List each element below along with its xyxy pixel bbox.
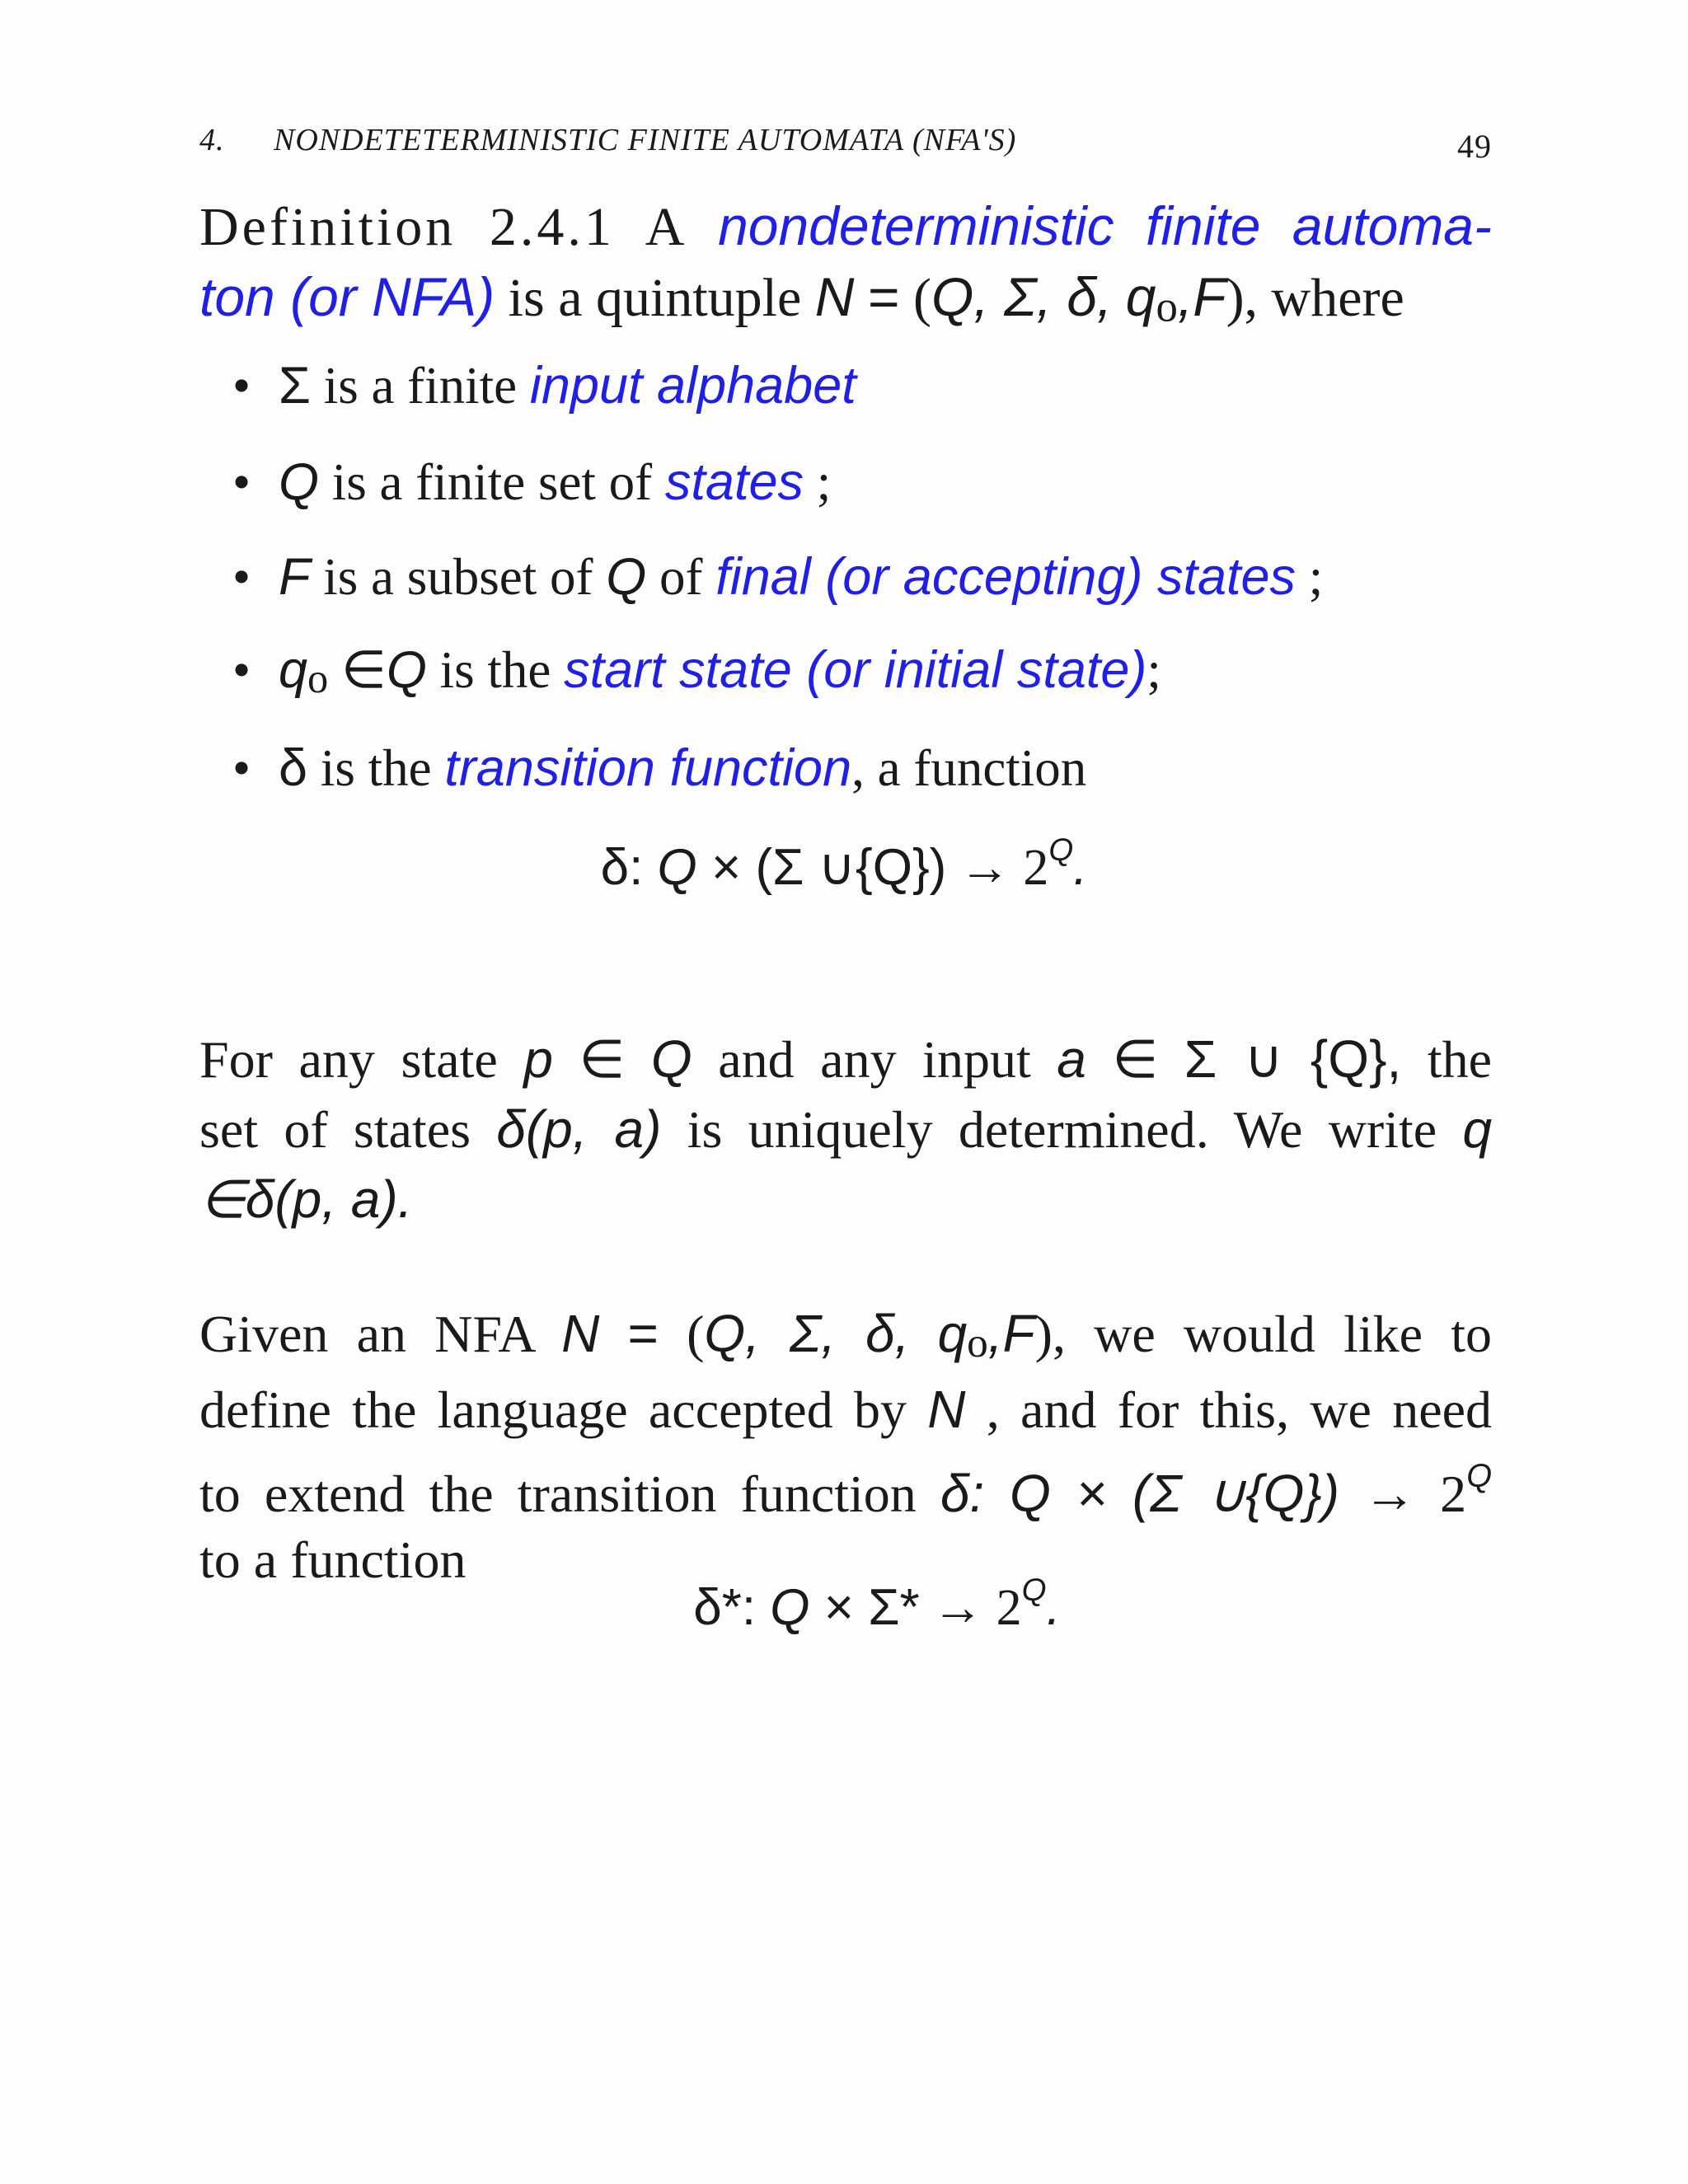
bullet-dot: • — [232, 739, 251, 797]
section-number: 4. — [199, 123, 225, 157]
formula-Q: Q — [643, 838, 697, 896]
symbol-F: ,F — [987, 1304, 1035, 1363]
text-and-any-input: and any input — [718, 1030, 1031, 1089]
symbol-sigma: Σ — [279, 357, 311, 415]
tuple-vars: Q, Σ, δ, — [704, 1304, 910, 1363]
formula-sigma-star: Σ* — [868, 1578, 920, 1636]
formula-extended-transition — [0, 1572, 1688, 1638]
symbol-membership: ∈δ(p, a). — [199, 1169, 413, 1229]
formula-delta: δ: — [600, 838, 644, 896]
bullet-dot: • — [232, 357, 251, 415]
paragraph-extension — [199, 1301, 1492, 1593]
symbol-Q: Q — [606, 548, 647, 606]
term-input-alphabet: input alphabet — [529, 357, 856, 415]
paragraph-line — [199, 1165, 1492, 1235]
text-to-a-function: to a function — [199, 1530, 467, 1589]
section-title: NONDETETERMINISTIC FINITE AUTOMATA (NFA'S) — [274, 123, 1017, 157]
bullet-after: ; — [1296, 548, 1324, 606]
symbol-Q: Q — [386, 641, 427, 699]
term-states: states — [664, 453, 804, 511]
bullet-text: is the — [307, 739, 445, 797]
member-symbol: ∈ — [579, 1029, 626, 1089]
formula-arrow: → 2 — [946, 839, 1049, 896]
symbol-F: F — [279, 548, 311, 606]
running-head — [199, 122, 1492, 165]
formula-arrow: → 2 — [919, 1579, 1022, 1636]
formula-times: × — [696, 838, 756, 896]
text-for-any-state: For any state — [199, 1030, 498, 1089]
equals-sign: = — [867, 266, 900, 327]
paragraph-line — [199, 1443, 1492, 1527]
bullet-text: is a finite — [310, 357, 530, 415]
definition-line-1 — [199, 191, 1492, 262]
symbol-N: N — [814, 266, 855, 327]
tuple-open: ( — [913, 268, 931, 328]
symbol-a: a — [1057, 1029, 1086, 1089]
definition-heading: Definition 2.4.1 A — [199, 197, 688, 257]
text-given-nfa: Given an NFA — [199, 1305, 533, 1363]
symbol-set: Σ ∪ {Q}, — [1184, 1029, 1402, 1089]
symbol-Q: Q — [650, 1029, 692, 1089]
paragraph-determined — [199, 1024, 1492, 1235]
text-quintuple: is a quintuple — [508, 268, 802, 328]
equals-sign: = — [627, 1304, 659, 1363]
bullet-text: is the — [426, 641, 565, 699]
subscript-zero: o — [967, 1319, 988, 1367]
bullet-item-final-states — [199, 547, 1323, 607]
formula-period: . — [1046, 1578, 1061, 1636]
bullet-dot: • — [232, 548, 251, 606]
page-number: 49 — [1457, 128, 1492, 165]
bullet-item-alphabet — [199, 356, 856, 416]
term-nfa-part2: ton (or NFA) — [199, 266, 495, 327]
symbol-delta-p-a: δ(p, a) — [496, 1099, 662, 1159]
bullet-dot: • — [232, 453, 251, 511]
text-for-this: , and for this, we need — [986, 1380, 1493, 1440]
paragraph-line — [199, 1094, 1492, 1165]
formula-Q: Q — [756, 1578, 810, 1636]
bullet-after: ; — [804, 453, 832, 511]
term-final-states: final (or accepting) states — [715, 548, 1296, 606]
symbol-q: q — [279, 641, 308, 699]
superscript-Q: Q — [1466, 1458, 1493, 1495]
text-the: the — [1427, 1030, 1492, 1089]
formula-times: × — [809, 1578, 869, 1636]
bullet-item-transition — [199, 738, 1086, 799]
term-nfa-part1: nondeterministic finite automa- — [718, 195, 1492, 256]
text-extend-transition: to extend the transition function — [199, 1464, 917, 1523]
tuple-vars: Q, Σ, δ, — [931, 266, 1113, 327]
bullet-dot: • — [232, 641, 251, 699]
term-transition-function: transition function — [444, 739, 852, 797]
text-define-language: define the language accepted by — [199, 1380, 907, 1440]
definition-line-2 — [199, 262, 1492, 341]
term-start-state: start state (or initial state) — [564, 641, 1147, 699]
paragraph-line — [199, 1301, 1492, 1376]
member-symbol: ∈ — [328, 641, 387, 699]
bullet-item-states — [199, 452, 831, 513]
formula-delta-star: δ*: — [693, 1578, 757, 1636]
formula-domain: (Σ ∪{Q}) — [755, 838, 947, 896]
bullet-text: is a finite set of — [319, 453, 665, 511]
symbol-q: q — [1462, 1099, 1493, 1159]
symbol-Q: Q — [279, 453, 320, 511]
subscript-zero: o — [307, 655, 329, 702]
tuple-open: ( — [687, 1305, 705, 1363]
bullet-text: is a subset of — [310, 548, 607, 606]
member-symbol: ∈ — [1112, 1029, 1159, 1089]
symbol-p: p — [523, 1029, 553, 1089]
symbol-delta-signature: δ: Q × (Σ ∪{Q}) — [940, 1463, 1340, 1523]
symbol-F: ,F — [1177, 266, 1226, 327]
paragraph-line — [199, 1024, 1492, 1094]
formula-period: . — [1073, 838, 1088, 896]
symbol-N: N — [927, 1380, 966, 1440]
definition-block — [199, 191, 1492, 341]
bullet-after: , a function — [851, 739, 1087, 797]
bullet-item-start-state — [199, 640, 1161, 702]
text-would-like-to: ), we would like to — [1034, 1305, 1493, 1363]
text-uniquely-determined: is uniquely determined. We write — [687, 1100, 1437, 1159]
bullet-text-2: of — [646, 548, 716, 606]
formula-transition-signature — [0, 832, 1688, 898]
subscript-zero: o — [1156, 283, 1178, 331]
symbol-q: q — [1125, 266, 1156, 327]
formula-superscript: Q — [1021, 1572, 1047, 1608]
symbol-N: N — [561, 1304, 600, 1363]
symbol-q: q — [937, 1304, 968, 1363]
text-set-of-states: set of states — [199, 1100, 471, 1159]
bullet-after: ; — [1146, 641, 1161, 699]
symbol-delta: δ — [279, 739, 308, 797]
tuple-close: ), where — [1226, 268, 1404, 328]
text-arrow-two: → 2 — [1363, 1464, 1467, 1523]
paragraph-line — [199, 1376, 1492, 1443]
formula-superscript: Q — [1048, 832, 1074, 868]
